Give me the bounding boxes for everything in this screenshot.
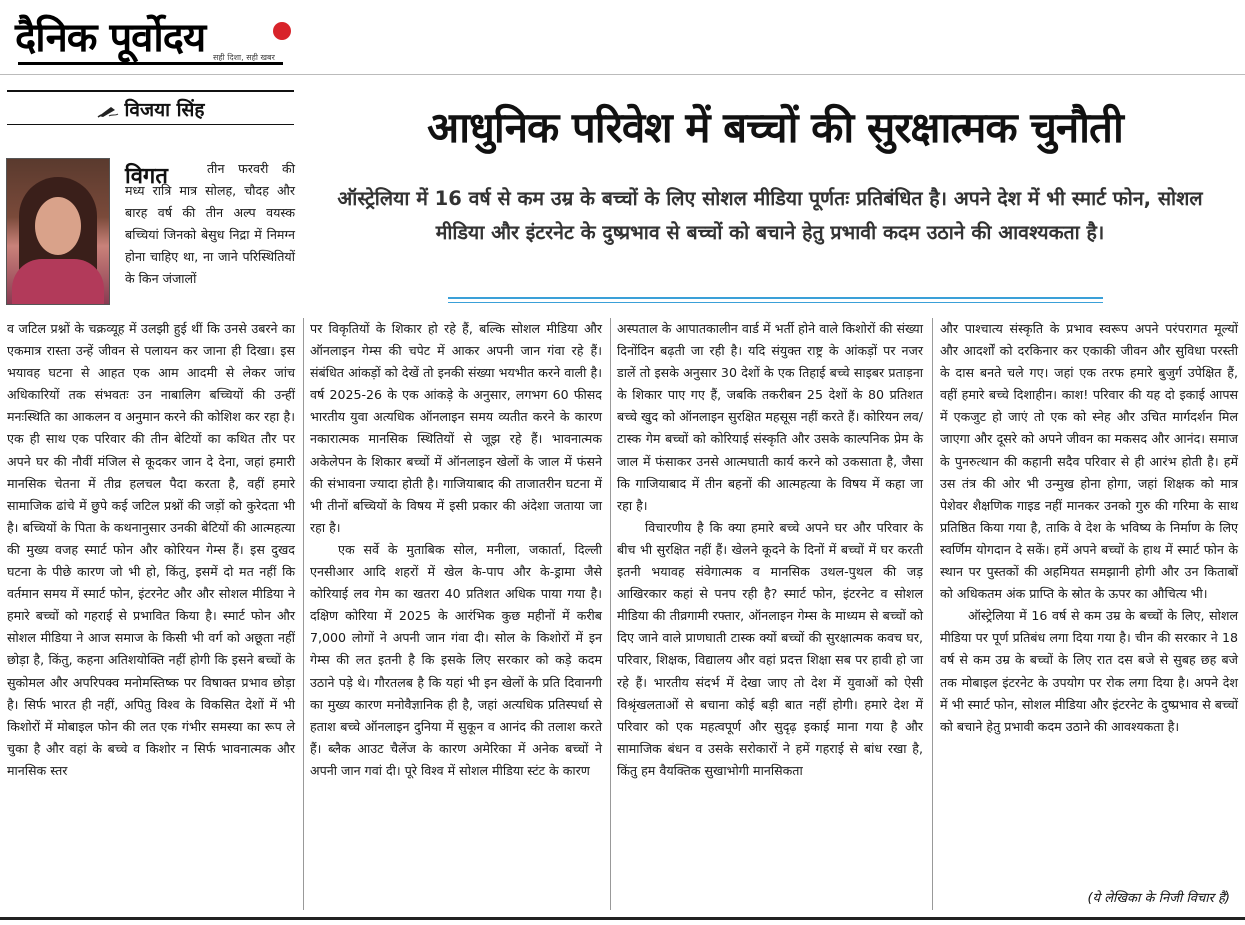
body-column-4 [940, 318, 1238, 738]
column-divider [932, 318, 933, 910]
masthead-title: दैनिक पूर्वोदय [15, 14, 206, 61]
deck-rule-thin [448, 302, 1103, 303]
column-4-paragraph-1: और पाश्चात्य संस्कृति के प्रभाव स्वरूप अपने परंपरागत मूल्यों और आदर्शों को दरकिनार कर एकाकी जीवन और सुविधा परस्ती के दास बनते चले गए। जहां एक तरफ हमारे बुजुर्ग उपेक्षित हैं, वहीं हमारे बच्चे दिशाहीन। काश! परिवार की यह दो इकाई आपस में एकजुट हो जाएं तो एक को स्नेह और उचित मार्गदर्शन मिल जाएगा और दूसरे को अपने जीवन का मकसद और आनंद। समाज के पुनरुत्थान की कहानी सदैव परिवार से ही आरंभ होती है। हमें उस तंत्र की ओर भी उन्मुख होना होगा, जहां शिक्षक को मात्र पेशेवर शैक्षणिक गाइड नहीं मानकर उनको गुरु की गरिमा के साथ प्रतिष्ठित किया गया है, ताकि वे देश के भविष्य के निर्माण के लिए स्वर्णिम योगदान दे सकें। हमें अपने बच्चों के हाथ में स्मार्ट फोन के स्थान पर पुस्तकों की अहमियत समझानी होगी और उन किताबों को अधिकतम अंक प्राप्ति के स्रोत के ऊपर का औचित्य भी। [940, 321, 1238, 602]
author-disclaimer: (ये लेखिका के निजी विचार हैं) [1087, 891, 1230, 906]
masthead [15, 8, 285, 70]
column-3-paragraph-1: अस्पताल के आपातकालीन वार्ड में भर्ती होने वाले किशोरों की संख्या दिनोंदिन बढ़ती जा रही है। यदि संयुक्त राष्ट्र के आंकड़ों पर नजर डालें तो इसके अनुसार 30 देशों के एक तिहाई बच्चे साइबर प्रताड़ना के शिकार पाए गए हैं, जबकि तकरीबन 25 देशों के 80 प्रतिशत बच्चे खुद को ऑनलाइन सुरक्षित महसूस नहीं करते हैं। कोरियन लव/टास्क गेम बच्चों को कोरियाई संस्कृति और उसके काल्पनिक प्रेम के जाल में फंसाकर उनसे आत्मघाती कार्य करने को उकसाता है, जैसा कि गाजियाबाद में तीन बहनों की आत्महत्या के विषय में कहा जा रहा है। [617, 321, 923, 513]
byline-bottom-rule [7, 124, 294, 125]
header-divider [0, 74, 1245, 75]
pen-icon [97, 104, 119, 118]
author-photo [6, 158, 110, 305]
masthead-red-dot-icon [273, 22, 291, 40]
drop-lead-word: विगत [125, 163, 168, 189]
article-headline: आधुनिक परिवेश में बच्चों की सुरक्षात्मक चुनौती [427, 103, 1123, 152]
masthead-tagline: सही दिशा, सही खबर [213, 53, 275, 62]
byline [7, 96, 294, 122]
article-deck: ऑस्ट्रेलिया में 16 वर्ष से कम उम्र के बच्चों के लिए सोशल मीडिया पूर्णतः प्रतिबंधित है। अपने देश में भी स्मार्ट फोन, सोशल मीडिया और इंटरनेट के दुष्प्रभाव से बच्चों को बचाने हेतु प्रभावी कदम उठाने की आवश्यकता है। [337, 187, 1203, 244]
column-3-paragraph-2: विचारणीय है कि क्या हमारे बच्चे अपने घर और परिवार के बीच भी सुरक्षित नहीं हैं। खेलने कूदने के दिनों में बच्चों में घर करती इतनी भयावह संवेगात्मक व मानसिक उथल-पुथल की जड़ आखिरकार कहां से पनप रही है? स्मार्ट फोन, इंटरनेट व सोशल मीडिया की तीव्रगामी रफ्तार, ऑनलाइन गेम्स के माध्यम से बच्चों को दिए जाने वाले प्राणघाती टास्क क्यों बच्चों की सुरक्षात्मक कवच घर, परिवार, शिक्षक, विद्यालय और वहां प्रदत्त शिक्षा सब पर हावी हो जा रहे हैं। भारतीय संदर्भ में देखा जाए तो देश में युवाओं को ऐसी विश्रृंखलताओं से बचाना कोई बड़ी बात नहीं होगी। हमारे देश में परिवार को एक महत्वपूर्ण और सुदृढ़ इकाई माना गया है और सामाजिक बंधन व उसके सरोकारों ने हमें गहराई से बांध रखा है, किंतु हम वैयक्तिक सुखाभोगी मानसिकता [617, 519, 923, 778]
column-2-paragraph-1: पर विकृतियों के शिकार हो रहे हैं, बल्कि सोशल मीडिया और ऑनलाइन गेम्स की चपेट में आकर अपनी जान गंवा रहे हैं। संबंधित आंकड़ों को देखें तो इनकी संख्या भयभीत करने वाली है। वर्ष 2025-26 के एक आंकड़े के अनुसार, लगभग 60 फीसद भारतीय युवा अत्यधिक ऑनलाइन समय व्यतीत करने के कारण नकारात्मक मानसिक स्थितियों से जूझ रहे हैं। भावनात्मक अकेलेपन के शिकार बच्चों में ऑनलाइन खेलों के जाल में फंसने की संभावना ज्यादा होती है। गाजियाबाद की ताजातरीन घटना में भी तीनों बच्चियों के विषय में इसी प्रकार की अंदेशा जताया जा रहा है। [310, 321, 602, 535]
body-column-1 [7, 318, 295, 782]
body-column-3 [617, 318, 923, 782]
byline-top-rule [7, 90, 294, 92]
column-2-paragraph-2: एक सर्वे के मुताबिक सोल, मनीला, जकार्ता, दिल्ली एनसीआर आदि शहरों में खेल के-पाप और के-ड्रामा जैसे कोरियाई लव गेम का खतरा 40 प्रतिशत अधिक पाया गया है। दक्षिण कोरिया में 2025 के आरंभिक कुछ महीनों में करीब 7,000 लोगों ने अपनी जान गंवा दी। सोल के किशोरों में इन गेम्स की लत इतनी है कि इसके लिए सरकार को कड़े कदम उठाने पड़े थे। गौरतलब है कि यहां भी इन खेलों के प्रति दिवानगी का मुख्य कारण मनोवैज्ञानिक ही है, जहां अत्यधिक प्रतिस्पर्धा से हताश बच्चे ऑनलाइन दुनिया में सुकून व आनंद की तलाश करते हैं। ब्लैक आउट चैलेंज के कारण अमेरिका में अनेक बच्चों ने अपनी जान गवां दी। पूरे विश्व में सोशल मीडिया स्टंट के कारण [310, 541, 602, 778]
column-4-paragraph-2: ऑस्ट्रेलिया में 16 वर्ष से कम उम्र के बच्चों के लिए, सोशल मीडिया पर पूर्ण प्रतिबंध लगा दिया गया है। चीन की सरकार ने 18 वर्ष से कम उम्र के बच्चों के लिए रात दस बजे से सुबह छह बजे तक मोबाइल इंटरनेट के उपयोग पर रोक लगा दिया है। अपने देश में भी स्मार्ट फोन, सोशल मीडिया और इंटरनेट के दुष्प्रभाव से बच्चों को बचाने हेतु प्रभावी कदम उठाने की आवश्यकता है। [940, 608, 1238, 734]
footer-rule [0, 917, 1245, 920]
column-divider [610, 318, 611, 910]
body-column-2 [310, 318, 602, 782]
column-divider [303, 318, 304, 910]
deck-rule-thick [448, 297, 1103, 299]
author-name: विजया सिंह [124, 99, 205, 121]
intro-paragraph: तीन फरवरी की मध्य रात्रि मात्र सोलह, चौदह और बारह वर्ष की तीन अल्प वयस्क बच्चियां जिनको बेसुध निद्रा में निमग्न होना चाहिए था, ना जाने परिस्थितियों के किन जंजालों [125, 161, 295, 287]
column-1-paragraph: व जटिल प्रश्नों के चक्रव्यूह में उलझी हुई थीं कि उनसे उबरने का एकमात्र रास्ता उन्हें जीवन से पलायन कर जाना ही दिखा। इस भयावह घटना से आहत एक आम आदमी से लेकर जांच अधिकारियों तक संभवतः उन नाबालिग बच्चियों की उन्हीं मनःस्थिति का आकलन व अनुमान करने की कोशिश कर रहा है। एक ही साथ एक परिवार की तीन बेटियों का कथित तौर पर अपने घर की नौवीं मंजिल से कूदकर जान दे देना, जहां हमारी मानसिक चेतना में तीव्र हलचल पैदा करता है, वहीं हमारे सामाजिक ढांचे में छुपे कई जटिल प्रश्नों की जड़ों को कुरेदता भी है। बच्चियों के पिता के कथनानुसार उनकी बेटियों की आत्महत्या की मुख्य वजह स्मार्ट फोन और कोरियन गेम्स हैं। इस दुखद घटना के पीछे कारण जो भी हो, किंतु, इसमें दो मत नहीं कि वर्तमान समय में स्मार्ट फोन, इंटरनेट और और सोशल मीडिया ने हमारे बच्चों को गहराई से प्रभावित किया है। स्मार्ट फोन और सोशल मीडिया ने आज समाज के किसी भी वर्ग को अछूता नहीं छोड़ा है, किंतु, कहना अतिशयोक्ति नहीं होगी कि इसने बच्चों के सुकोमल और अपरिपक्व मनोमस्तिष्क पर विषाक्त प्रभाव छोड़ा है। सिर्फ भारत ही नहीं, अपितु विश्व के विकसित देशों में भी किशोरों में मोबाइल फोन की लत एक गंभीर समस्या का रूप ले चुका है और वहां के बच्चे व किशोर न सिर्फ भावनात्मक और मानसिक स्तर [7, 321, 295, 778]
